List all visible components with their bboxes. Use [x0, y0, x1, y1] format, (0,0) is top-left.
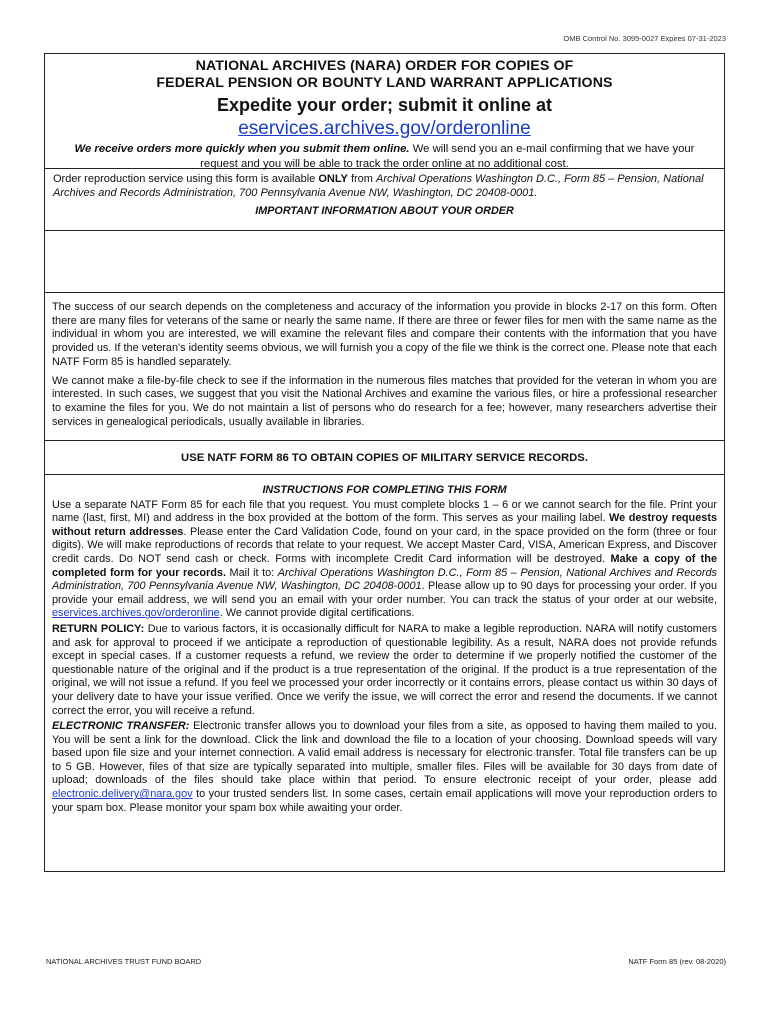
service-section: [45, 169, 724, 231]
instr-text-4: . Please allow up to 90 days for processing your order. If you provide your email address, we will send you an email with your order number. You can track the status of your order at our website,: [52, 580, 718, 606]
file-check-paragraph: We cannot make a file-by-file check to see if the information in the numerous files matches that provided for the veteran in whom you are interested. In such cases, we suggest that you visit the National Archives and examine the various files, or hire a professional researcher to examine the files for you. We do not maintain a list of persons who do research for a fee; however, many researchers advertise their services in genealogical periodicals, usually available in libraries.: [52, 374, 717, 428]
instr-text-3: Mail it to:: [225, 566, 278, 579]
important-info-heading: IMPORTANT INFORMATION ABOUT YOUR ORDER: [255, 205, 514, 217]
return-policy-label: RETURN POLICY:: [52, 622, 145, 635]
service-address: Archival Operations Washington D.C., Form 85 – Pension, National Archives and Records Administration, 700 Pennsylvania Avenue NW, Washington, DC 20408-0001.: [53, 173, 704, 199]
form-title-line2: FEDERAL PENSION OR BOUNTY LAND WARRANT APPLICATIONS: [156, 75, 613, 91]
receive-orders-text: [45, 142, 724, 171]
blank-area: [45, 231, 724, 293]
return-policy-text: Due to various factors, it is occasionally difficult for NARA to make a legible reproduction. NARA will notify customers and ask for approval to proceed if we anticipate a reproduction of questionable legibility. As a result, NARA does not provide refunds except in special cases. If a customer requests a refund, we review the order to determine if we properly notified the customer of the questionable nature of the original and if the product is a true representation of the original. If the product is a true representation of the original, we will not issue a refund. If you feel we processed your order incorrectly or it contains errors, please contact us within 30 days of your delivery date to have your issue verified. Once we verify the issue, we will correct the error and resend the documents. If we cannot correct the error, you will receive a refund.: [52, 622, 717, 717]
footer-board-name: NATIONAL ARCHIVES TRUST FUND BOARD: [46, 957, 202, 966]
instructions-title: INSTRUCTIONS FOR COMPLETING THIS FORM: [262, 484, 507, 496]
electronic-transfer-text-1: Electronic transfer allows you to download your files from a site, as opposed to having them mailed to you. You will be sent a link for the download. Click the link and download the file to a location of your choosing. Download speeds will vary based upon file size and your internet connection. A valid email address is necessary for electronic transfer. Total file transfers can be up to 5 GB. However, files of that size are typically separated into multiple, smaller files. Files will be available for 30 days from date of upload; downloads of the files should take place within that period. To ensure electronic receipt of your order, please add: [52, 720, 718, 787]
electronic-transfer-text-2: to your trusted senders list. In some cases, certain email applications will move your reproduction orders to your spam box. Please monitor your spam box while awaiting your order.: [52, 788, 717, 814]
instr-text-5: . We cannot provide digital certifications.: [219, 607, 415, 620]
form-frame: [44, 53, 725, 872]
order-online-link[interactable]: eservices.archives.gov/orderonline: [238, 118, 531, 139]
omb-control-number: OMB Control No. 3095-0027 Expires 07-31-2023: [563, 34, 726, 43]
instructions-paragraph: [52, 499, 717, 621]
instr-text-1: Use a separate NATF Form 85 for each file that you request. You must complete blocks 1 – 6 or we cannot search for the file. Print your name (last, first, MI) and address in the box provided at the bottom of the form. This serves as your mailing label.: [52, 498, 717, 525]
service-text: [53, 172, 716, 200]
expedite-heading: Expedite your order; submit it online at: [216, 95, 553, 115]
footer-form-number: NATF Form 85 (rev. 08-2020): [628, 957, 726, 966]
instr-text-2: . Please enter the Card Validation Code, found on your card, in the space provided on the form (three or four digits). We will make reproductions of records that relate to your request. We accept Master Card, VISA, American Express, and Discover credit cards. Do NOT send cash or check. Forms with incomplete Credit Card information will be destroyed.: [52, 525, 717, 565]
return-policy-paragraph: [52, 623, 717, 718]
website-link[interactable]: eservices.archives.gov/orderonline: [52, 607, 220, 620]
form-title-line1: NATIONAL ARCHIVES (NARA) ORDER FOR COPIES OF: [195, 58, 574, 74]
receive-rest: We will send you an e-mail confirming that we have your request and you will be able to track the order online at no additional cost.: [200, 143, 695, 170]
service-text-a: Order reproduction service using this form is available: [53, 173, 319, 185]
electronic-transfer-paragraph: [52, 720, 717, 815]
service-only: ONLY: [318, 173, 348, 185]
header-section: [45, 54, 724, 169]
instructions-section: [45, 475, 724, 815]
instr-bold-2: Make a copy of the completed form for your records.: [52, 552, 717, 579]
receive-bold: We receive orders more quickly when you submit them online.: [74, 143, 410, 155]
use-form-86-notice: USE NATF FORM 86 TO OBTAIN COPIES OF MILITARY SERVICE RECORDS.: [45, 441, 724, 475]
instr-address: Archival Operations Washington D.C., Form 85 – Pension, National Archives and Records Administration, 700 Pennsylvania Avenue NW, Washington, DC 20408-0001: [52, 566, 717, 593]
service-text-b: from: [347, 173, 377, 185]
instr-bold-1: We destroy requests without return addresses: [52, 512, 717, 538]
search-success-paragraph: The success of our search depends on the completeness and accuracy of the information you provide in blocks 2-17 on this form. Often there are many files for veterans of the same or nearly the same name. If there are three or fewer files for men with the same name as the individual in whom you are interested, we will examine the relevant files and compare their contents with the information that you have provided us. If the veteran's identity seems obvious, we will furnish you a copy of the file we think is the correct one. Please note that each NATF Form 85 is handled separately.: [52, 301, 717, 368]
search-info-section: [45, 293, 724, 441]
delivery-email-link[interactable]: electronic.delivery@nara.gov: [52, 788, 193, 801]
electronic-transfer-label: ELECTRONIC TRANSFER:: [52, 720, 190, 733]
